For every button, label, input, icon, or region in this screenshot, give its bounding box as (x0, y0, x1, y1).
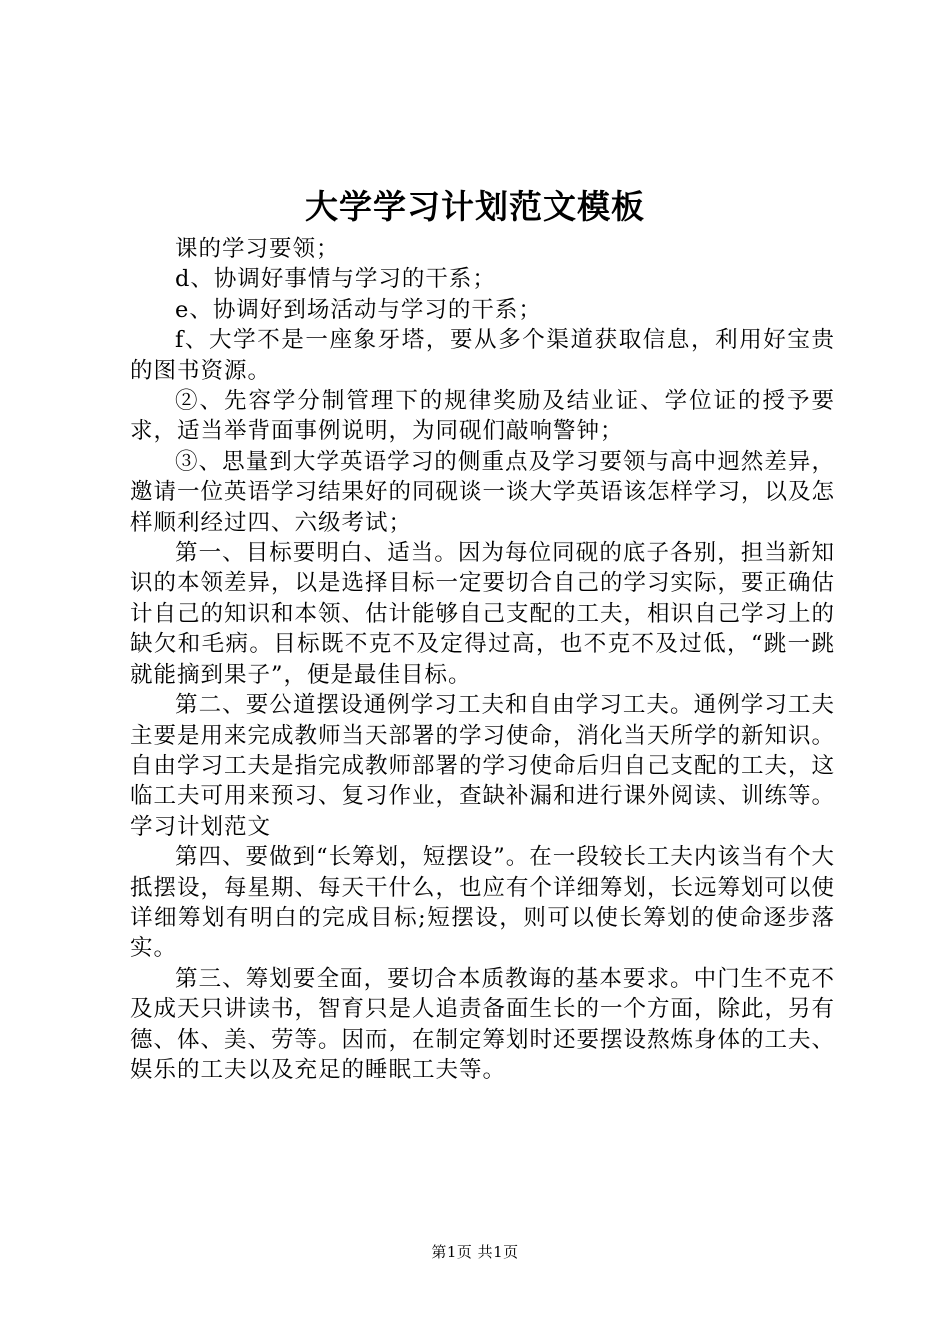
paragraph: f、大学不是一座象牙塔，要从多个渠道获取信息，利用好宝贵的图书资源。 (130, 327, 835, 384)
page-title: 大学学习计划范文模板 (305, 187, 645, 226)
paragraph: ③、思量到大学英语学习的侧重点及学习要领与高中迥然差异，邀请一位英语学习结果好的同砚谈一谈大学英语该怎样学习，以及怎样顺利经过四、六级考试； (130, 448, 836, 536)
paragraph: 课的学习要领； (175, 236, 340, 262)
paragraph: 第一、目标要明白、适当。因为每位同砚的底子各别，担当新知识的本领差异，以是选择目标一定要切合自己的学习实际，要正确估计自己的知识和本领、估计能够自己支配的工夫，相识自己学习上的缺欠和毛病。目标既不克不及定得过高，也不克不及过低，“跳一跳就能摘到果子”，便是最佳目标。 (130, 540, 836, 688)
paragraph: 第三、筹划要全面，要切合本质教诲的基本要求。中门生不克不及成天只讲读书，智育只是人追责备面生长的一个方面，除此，另有德、体、美、劳等。因而，在制定筹划时还要摆设熬炼身体的工夫、娱乐的工夫以及充足的睡眠工夫等。 (130, 965, 836, 1083)
paragraph: e、协调好到场活动与学习的干系； (175, 296, 542, 323)
paragraph: ②、先容学分制管理下的规律奖励及结业证、学位证的授予要求，适当举背面事例说明，为同砚们敲响警钟； (130, 388, 835, 445)
page-footer: 第1页 共1页 (431, 1243, 519, 1261)
paragraph: 第四、要做到“长筹划，短摆设”。在一段较长工夫内该当有个大抵摆设，每星期、每天干什么，也应有个详细筹划，长远筹划可以使详细筹划有明白的完成目标;短摆设，则可以使长筹划的使命逐步落实。 (130, 844, 836, 962)
paragraph: 第二、要公道摆设通例学习工夫和自由学习工夫。通例学习工夫主要是用来完成教师当天部署的学习使命，消化当天所学的新知识。自由学习工夫是指完成教师部署的学习使命后归自己支配的工夫，这临工夫可用来预习、复习作业，查缺补漏和进行课外阅读、训练等。学习计划范文 (130, 692, 836, 840)
document-body (130, 234, 835, 1085)
paragraph: d、协调好事情与学习的干系； (175, 266, 496, 293)
